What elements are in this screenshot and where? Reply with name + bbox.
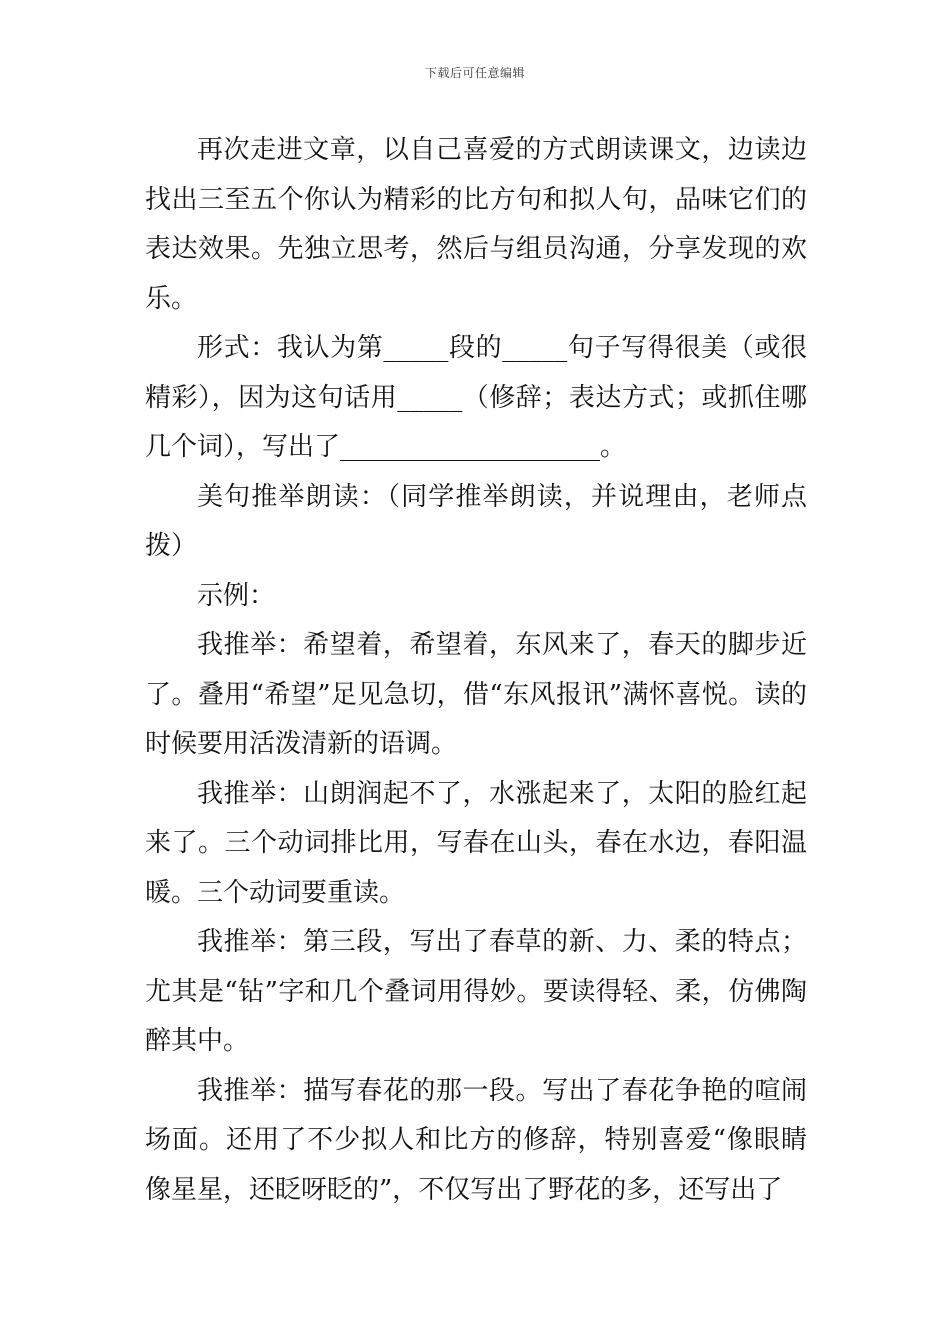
- paragraph-example-label: 示例：: [197, 580, 276, 611]
- page-header: 下载后可任意编辑: [424, 66, 525, 80]
- paragraph-answer-format: 形式：我认为第_____段的_____句子写得很美（或很精彩），因为这句话用_____（修辞；表达方式；或抓住哪几个词），写出了____________________。: [145, 333, 807, 462]
- paragraph-example-3: 我推举：第三段，写出了春草的新、力、柔的特点；尤其是“钻”字和几个叠词用得妙。要读得轻、柔，仿佛陶醉其中。: [145, 927, 807, 1056]
- paragraph-recommend-reading: 美句推举朗读：（同学推举朗读，并说理由，老师点拨）: [145, 481, 807, 561]
- paragraph-example-2: 我推举：山朗润起不了，水涨起来了，太阳的脸红起来了。三个动词排比用，写春在山头，春在水边，春阳温暖。三个动词要重读。: [145, 778, 807, 908]
- paragraph-reading-task: 再次走进文章，以自己喜爱的方式朗读课文，边读边找出三至五个你认为精彩的比方句和拟人句，品味它们的表达效果。先独立思考，然后与组员沟通，分享发现的欢乐。: [145, 135, 807, 314]
- paragraph-example-4: 我推举：描写春花的那一段。写出了春花争艳的喧闹场面。还用了不少拟人和比方的修辞，特别喜爱“像眼睛像星星，还眨呀眨的”，不仅写出了野花的多，还写出了: [145, 1075, 807, 1205]
- document-body: [145, 126, 807, 1215]
- paragraph-example-1: 我推举：希望着，希望着，东风来了，春天的脚步近了。叠用“希望”足见急切，借“东风报讯”满怀喜悦。读的时候要用活泼清新的语调。: [145, 630, 807, 759]
